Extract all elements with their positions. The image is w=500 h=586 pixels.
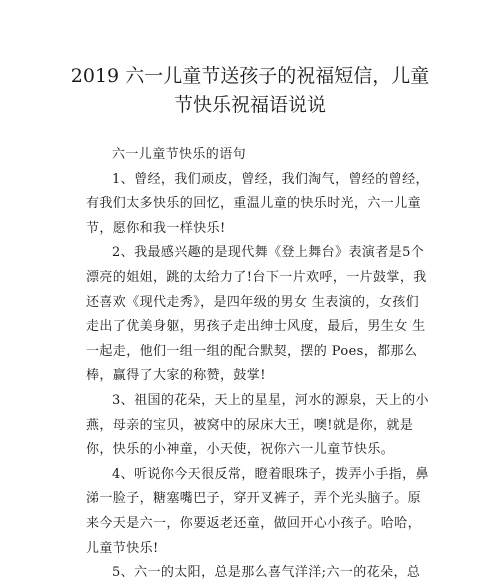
paragraph-line: 漂亮的姐姐，跳的太给力了!台下一片欢呼，一片鼓掌，我	[86, 269, 427, 285]
paragraph-line: 涕一脸子，糖塞嘴巴子，穿开叉裤子，弄个光头脑子。原	[86, 491, 422, 507]
paragraph-line: 你，快乐的小神童，小天使，祝你六一儿童节快乐。	[86, 442, 395, 458]
paragraph-line: 4、听说你今天很反常，瞪着眼珠子，拨弄小手指，鼻	[112, 466, 429, 482]
paragraph-line: 2、我最感兴趣的是现代舞《登上舞台》表演者是5个	[112, 245, 425, 261]
paragraph-line: 来今天是六一，你要返老还童，做回开心小孩子。哈哈，	[86, 515, 422, 531]
paragraph-line: 燕，母亲的宝贝，被窝中的尿床大王，噢!就是你，就是	[86, 417, 414, 433]
paragraph-line: 儿童节快乐!	[86, 540, 159, 556]
document-title	[60, 62, 440, 120]
paragraph-line: 走出了优美身躯，男孩子走出绅士风度，最后，男生女 生	[86, 319, 426, 335]
paragraph-line: 还喜欢《现代走秀》，是四年级的男女 生表演的，女孩们	[86, 294, 420, 310]
paragraph-line: 六一儿童节快乐的语句	[112, 147, 247, 162]
document-body	[86, 143, 430, 586]
paragraph-line: 节，愿你和我一样快乐!	[86, 220, 226, 236]
paragraph-line: 一起走，他们一组一组的配合默契，摆的 Poes，都那么	[86, 343, 418, 359]
paragraph-line: 棒，赢得了大家的称赞，鼓掌!	[86, 368, 266, 384]
title-line-2: 节快乐祝福语说说	[173, 94, 326, 116]
paragraph-line: 5、六一的太阳，总是那么喜气洋洋;六一的花朵，总	[112, 565, 421, 581]
paragraph-line: 1、曾经，我们顽皮，曾经，我们淘气，曾经的曾经，	[112, 171, 429, 187]
paragraph-line: 3、祖国的花朵，天上的星星，河水的源泉，天上的小	[112, 392, 429, 408]
paragraph-line: 有我们太多快乐的回忆，重温儿童的快乐时光，六一儿童	[86, 196, 422, 212]
title-line-1: 2019 六一儿童节送孩子的祝福短信，儿童	[70, 65, 430, 87]
